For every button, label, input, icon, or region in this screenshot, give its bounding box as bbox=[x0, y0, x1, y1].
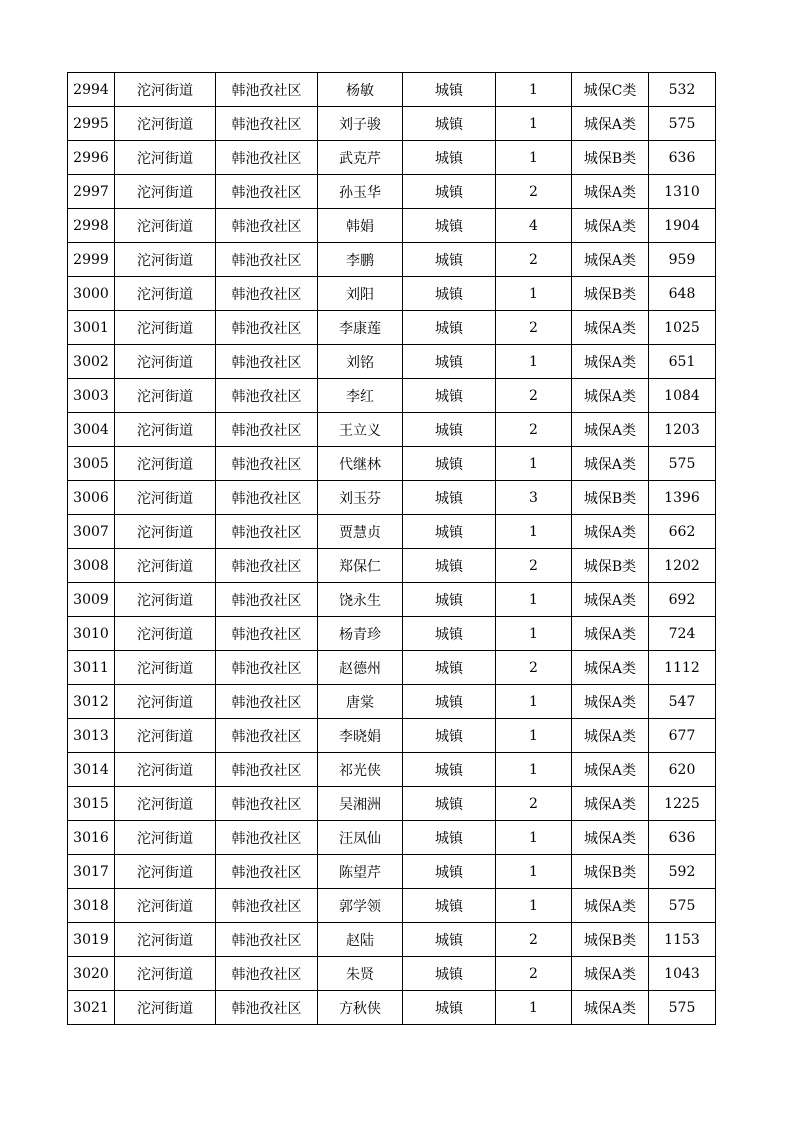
subsidy-category-cell: 城保A类 bbox=[572, 515, 649, 549]
amount-cell: 1112 bbox=[649, 651, 716, 685]
household-type-cell: 城镇 bbox=[403, 447, 496, 481]
amount-cell: 1202 bbox=[649, 549, 716, 583]
person-name-cell: 祁光侠 bbox=[318, 753, 403, 787]
community-cell: 韩池孜社区 bbox=[216, 617, 318, 651]
community-cell: 韩池孜社区 bbox=[216, 549, 318, 583]
street-cell: 沱河街道 bbox=[115, 311, 216, 345]
record-id-cell: 2996 bbox=[68, 141, 115, 175]
household-type-cell: 城镇 bbox=[403, 957, 496, 991]
record-id-cell: 2994 bbox=[68, 73, 115, 107]
subsidy-category-cell: 城保A类 bbox=[572, 209, 649, 243]
table-row bbox=[68, 243, 716, 277]
record-id-cell: 2999 bbox=[68, 243, 115, 277]
record-id-cell: 3016 bbox=[68, 821, 115, 855]
household-type-cell: 城镇 bbox=[403, 515, 496, 549]
subsidy-category-cell: 城保A类 bbox=[572, 719, 649, 753]
person-name-cell: 刘阳 bbox=[318, 277, 403, 311]
roster-body bbox=[68, 73, 716, 1025]
member-count-cell: 2 bbox=[496, 651, 572, 685]
member-count-cell: 1 bbox=[496, 277, 572, 311]
record-id-cell: 3004 bbox=[68, 413, 115, 447]
record-id-cell: 3019 bbox=[68, 923, 115, 957]
table-row bbox=[68, 73, 716, 107]
subsidy-category-cell: 城保A类 bbox=[572, 345, 649, 379]
subsidy-category-cell: 城保B类 bbox=[572, 141, 649, 175]
table-row bbox=[68, 311, 716, 345]
community-cell: 韩池孜社区 bbox=[216, 719, 318, 753]
person-name-cell: 赵陆 bbox=[318, 923, 403, 957]
community-cell: 韩池孜社区 bbox=[216, 855, 318, 889]
member-count-cell: 2 bbox=[496, 311, 572, 345]
street-cell: 沱河街道 bbox=[115, 73, 216, 107]
table-row bbox=[68, 889, 716, 923]
household-type-cell: 城镇 bbox=[403, 821, 496, 855]
household-type-cell: 城镇 bbox=[403, 719, 496, 753]
subsidy-category-cell: 城保B类 bbox=[572, 549, 649, 583]
household-type-cell: 城镇 bbox=[403, 141, 496, 175]
household-type-cell: 城镇 bbox=[403, 787, 496, 821]
person-name-cell: 王立义 bbox=[318, 413, 403, 447]
person-name-cell: 吴湘洲 bbox=[318, 787, 403, 821]
street-cell: 沱河街道 bbox=[115, 243, 216, 277]
subsidy-category-cell: 城保C类 bbox=[572, 73, 649, 107]
record-id-cell: 3006 bbox=[68, 481, 115, 515]
street-cell: 沱河街道 bbox=[115, 277, 216, 311]
household-type-cell: 城镇 bbox=[403, 617, 496, 651]
subsidy-category-cell: 城保A类 bbox=[572, 991, 649, 1025]
household-type-cell: 城镇 bbox=[403, 685, 496, 719]
amount-cell: 1025 bbox=[649, 311, 716, 345]
amount-cell: 575 bbox=[649, 447, 716, 481]
member-count-cell: 4 bbox=[496, 209, 572, 243]
table-row bbox=[68, 107, 716, 141]
household-type-cell: 城镇 bbox=[403, 379, 496, 413]
street-cell: 沱河街道 bbox=[115, 141, 216, 175]
member-count-cell: 1 bbox=[496, 991, 572, 1025]
street-cell: 沱河街道 bbox=[115, 719, 216, 753]
member-count-cell: 1 bbox=[496, 141, 572, 175]
member-count-cell: 1 bbox=[496, 821, 572, 855]
street-cell: 沱河街道 bbox=[115, 345, 216, 379]
record-id-cell: 3013 bbox=[68, 719, 115, 753]
person-name-cell: 代继林 bbox=[318, 447, 403, 481]
community-cell: 韩池孜社区 bbox=[216, 447, 318, 481]
person-name-cell: 饶永生 bbox=[318, 583, 403, 617]
roster-table bbox=[67, 72, 716, 1025]
record-id-cell: 2997 bbox=[68, 175, 115, 209]
record-id-cell: 2995 bbox=[68, 107, 115, 141]
street-cell: 沱河街道 bbox=[115, 855, 216, 889]
amount-cell: 1043 bbox=[649, 957, 716, 991]
person-name-cell: 贾慧贞 bbox=[318, 515, 403, 549]
record-id-cell: 3007 bbox=[68, 515, 115, 549]
member-count-cell: 1 bbox=[496, 447, 572, 481]
person-name-cell: 刘玉芬 bbox=[318, 481, 403, 515]
street-cell: 沱河街道 bbox=[115, 889, 216, 923]
subsidy-category-cell: 城保A类 bbox=[572, 787, 649, 821]
household-type-cell: 城镇 bbox=[403, 651, 496, 685]
subsidy-category-cell: 城保A类 bbox=[572, 107, 649, 141]
person-name-cell: 郑保仁 bbox=[318, 549, 403, 583]
household-type-cell: 城镇 bbox=[403, 583, 496, 617]
community-cell: 韩池孜社区 bbox=[216, 413, 318, 447]
household-type-cell: 城镇 bbox=[403, 549, 496, 583]
household-type-cell: 城镇 bbox=[403, 753, 496, 787]
member-count-cell: 1 bbox=[496, 719, 572, 753]
record-id-cell: 3005 bbox=[68, 447, 115, 481]
community-cell: 韩池孜社区 bbox=[216, 311, 318, 345]
member-count-cell: 1 bbox=[496, 73, 572, 107]
record-id-cell: 3002 bbox=[68, 345, 115, 379]
person-name-cell: 刘铭 bbox=[318, 345, 403, 379]
community-cell: 韩池孜社区 bbox=[216, 957, 318, 991]
household-type-cell: 城镇 bbox=[403, 311, 496, 345]
record-id-cell: 3010 bbox=[68, 617, 115, 651]
household-type-cell: 城镇 bbox=[403, 481, 496, 515]
street-cell: 沱河街道 bbox=[115, 753, 216, 787]
household-type-cell: 城镇 bbox=[403, 855, 496, 889]
table-row bbox=[68, 175, 716, 209]
record-id-cell: 3014 bbox=[68, 753, 115, 787]
community-cell: 韩池孜社区 bbox=[216, 753, 318, 787]
community-cell: 韩池孜社区 bbox=[216, 243, 318, 277]
record-id-cell: 3008 bbox=[68, 549, 115, 583]
street-cell: 沱河街道 bbox=[115, 549, 216, 583]
community-cell: 韩池孜社区 bbox=[216, 345, 318, 379]
table-row bbox=[68, 345, 716, 379]
table-row bbox=[68, 141, 716, 175]
person-name-cell: 李红 bbox=[318, 379, 403, 413]
street-cell: 沱河街道 bbox=[115, 821, 216, 855]
community-cell: 韩池孜社区 bbox=[216, 107, 318, 141]
household-type-cell: 城镇 bbox=[403, 923, 496, 957]
person-name-cell: 唐棠 bbox=[318, 685, 403, 719]
subsidy-category-cell: 城保A类 bbox=[572, 957, 649, 991]
record-id-cell: 3011 bbox=[68, 651, 115, 685]
table-row bbox=[68, 957, 716, 991]
subsidy-category-cell: 城保A类 bbox=[572, 447, 649, 481]
amount-cell: 575 bbox=[649, 107, 716, 141]
amount-cell: 1310 bbox=[649, 175, 716, 209]
table-row bbox=[68, 651, 716, 685]
person-name-cell: 武克芹 bbox=[318, 141, 403, 175]
member-count-cell: 2 bbox=[496, 923, 572, 957]
community-cell: 韩池孜社区 bbox=[216, 481, 318, 515]
amount-cell: 959 bbox=[649, 243, 716, 277]
subsidy-category-cell: 城保A类 bbox=[572, 311, 649, 345]
street-cell: 沱河街道 bbox=[115, 617, 216, 651]
person-name-cell: 郭学领 bbox=[318, 889, 403, 923]
person-name-cell: 李晓娟 bbox=[318, 719, 403, 753]
street-cell: 沱河街道 bbox=[115, 583, 216, 617]
household-type-cell: 城镇 bbox=[403, 107, 496, 141]
amount-cell: 724 bbox=[649, 617, 716, 651]
member-count-cell: 1 bbox=[496, 107, 572, 141]
record-id-cell: 3009 bbox=[68, 583, 115, 617]
amount-cell: 1153 bbox=[649, 923, 716, 957]
amount-cell: 636 bbox=[649, 821, 716, 855]
table-row bbox=[68, 821, 716, 855]
table-row bbox=[68, 209, 716, 243]
record-id-cell: 3018 bbox=[68, 889, 115, 923]
member-count-cell: 2 bbox=[496, 175, 572, 209]
amount-cell: 1396 bbox=[649, 481, 716, 515]
table-row bbox=[68, 991, 716, 1025]
amount-cell: 532 bbox=[649, 73, 716, 107]
street-cell: 沱河街道 bbox=[115, 991, 216, 1025]
subsidy-category-cell: 城保B类 bbox=[572, 923, 649, 957]
person-name-cell: 汪凤仙 bbox=[318, 821, 403, 855]
member-count-cell: 1 bbox=[496, 889, 572, 923]
community-cell: 韩池孜社区 bbox=[216, 889, 318, 923]
person-name-cell: 刘子骏 bbox=[318, 107, 403, 141]
member-count-cell: 2 bbox=[496, 413, 572, 447]
subsidy-category-cell: 城保B类 bbox=[572, 481, 649, 515]
table-row bbox=[68, 481, 716, 515]
table-row bbox=[68, 753, 716, 787]
subsidy-category-cell: 城保B类 bbox=[572, 277, 649, 311]
amount-cell: 662 bbox=[649, 515, 716, 549]
subsidy-category-cell: 城保A类 bbox=[572, 243, 649, 277]
table-row bbox=[68, 617, 716, 651]
street-cell: 沱河街道 bbox=[115, 175, 216, 209]
record-id-cell: 3012 bbox=[68, 685, 115, 719]
table-row bbox=[68, 447, 716, 481]
amount-cell: 651 bbox=[649, 345, 716, 379]
record-id-cell: 3000 bbox=[68, 277, 115, 311]
person-name-cell: 孙玉华 bbox=[318, 175, 403, 209]
household-type-cell: 城镇 bbox=[403, 889, 496, 923]
street-cell: 沱河街道 bbox=[115, 787, 216, 821]
member-count-cell: 2 bbox=[496, 379, 572, 413]
person-name-cell: 李康莲 bbox=[318, 311, 403, 345]
community-cell: 韩池孜社区 bbox=[216, 209, 318, 243]
community-cell: 韩池孜社区 bbox=[216, 923, 318, 957]
subsidy-category-cell: 城保A类 bbox=[572, 651, 649, 685]
street-cell: 沱河街道 bbox=[115, 413, 216, 447]
table-row bbox=[68, 549, 716, 583]
person-name-cell: 韩娟 bbox=[318, 209, 403, 243]
record-id-cell: 2998 bbox=[68, 209, 115, 243]
subsidy-category-cell: 城保A类 bbox=[572, 175, 649, 209]
person-name-cell: 杨敏 bbox=[318, 73, 403, 107]
subsidy-category-cell: 城保A类 bbox=[572, 617, 649, 651]
street-cell: 沱河街道 bbox=[115, 923, 216, 957]
amount-cell: 1203 bbox=[649, 413, 716, 447]
record-id-cell: 3021 bbox=[68, 991, 115, 1025]
member-count-cell: 1 bbox=[496, 583, 572, 617]
subsidy-category-cell: 城保A类 bbox=[572, 685, 649, 719]
amount-cell: 677 bbox=[649, 719, 716, 753]
household-type-cell: 城镇 bbox=[403, 413, 496, 447]
record-id-cell: 3015 bbox=[68, 787, 115, 821]
table-row bbox=[68, 583, 716, 617]
household-type-cell: 城镇 bbox=[403, 277, 496, 311]
street-cell: 沱河街道 bbox=[115, 685, 216, 719]
person-name-cell: 李鹏 bbox=[318, 243, 403, 277]
amount-cell: 648 bbox=[649, 277, 716, 311]
street-cell: 沱河街道 bbox=[115, 379, 216, 413]
amount-cell: 592 bbox=[649, 855, 716, 889]
street-cell: 沱河街道 bbox=[115, 651, 216, 685]
table-row bbox=[68, 923, 716, 957]
street-cell: 沱河街道 bbox=[115, 209, 216, 243]
person-name-cell: 朱贤 bbox=[318, 957, 403, 991]
street-cell: 沱河街道 bbox=[115, 515, 216, 549]
member-count-cell: 1 bbox=[496, 855, 572, 889]
subsidy-category-cell: 城保A类 bbox=[572, 889, 649, 923]
amount-cell: 575 bbox=[649, 889, 716, 923]
subsidy-category-cell: 城保A类 bbox=[572, 413, 649, 447]
subsidy-category-cell: 城保A类 bbox=[572, 821, 649, 855]
record-id-cell: 3003 bbox=[68, 379, 115, 413]
community-cell: 韩池孜社区 bbox=[216, 73, 318, 107]
community-cell: 韩池孜社区 bbox=[216, 175, 318, 209]
member-count-cell: 1 bbox=[496, 753, 572, 787]
table-row bbox=[68, 855, 716, 889]
amount-cell: 636 bbox=[649, 141, 716, 175]
member-count-cell: 2 bbox=[496, 549, 572, 583]
table-row bbox=[68, 413, 716, 447]
amount-cell: 692 bbox=[649, 583, 716, 617]
table-row bbox=[68, 379, 716, 413]
subsidy-category-cell: 城保A类 bbox=[572, 583, 649, 617]
table-row bbox=[68, 719, 716, 753]
record-id-cell: 3001 bbox=[68, 311, 115, 345]
street-cell: 沱河街道 bbox=[115, 107, 216, 141]
record-id-cell: 3017 bbox=[68, 855, 115, 889]
community-cell: 韩池孜社区 bbox=[216, 685, 318, 719]
record-id-cell: 3020 bbox=[68, 957, 115, 991]
person-name-cell: 陈望芹 bbox=[318, 855, 403, 889]
member-count-cell: 2 bbox=[496, 957, 572, 991]
person-name-cell: 赵德州 bbox=[318, 651, 403, 685]
household-type-cell: 城镇 bbox=[403, 73, 496, 107]
amount-cell: 1225 bbox=[649, 787, 716, 821]
household-type-cell: 城镇 bbox=[403, 991, 496, 1025]
community-cell: 韩池孜社区 bbox=[216, 787, 318, 821]
table-row bbox=[68, 277, 716, 311]
household-type-cell: 城镇 bbox=[403, 175, 496, 209]
table-row bbox=[68, 685, 716, 719]
community-cell: 韩池孜社区 bbox=[216, 821, 318, 855]
subsidy-category-cell: 城保A类 bbox=[572, 379, 649, 413]
member-count-cell: 2 bbox=[496, 243, 572, 277]
person-name-cell: 方秋侠 bbox=[318, 991, 403, 1025]
subsidy-category-cell: 城保A类 bbox=[572, 753, 649, 787]
household-type-cell: 城镇 bbox=[403, 209, 496, 243]
amount-cell: 1084 bbox=[649, 379, 716, 413]
member-count-cell: 1 bbox=[496, 617, 572, 651]
street-cell: 沱河街道 bbox=[115, 481, 216, 515]
street-cell: 沱河街道 bbox=[115, 957, 216, 991]
amount-cell: 620 bbox=[649, 753, 716, 787]
amount-cell: 575 bbox=[649, 991, 716, 1025]
table-row bbox=[68, 515, 716, 549]
community-cell: 韩池孜社区 bbox=[216, 991, 318, 1025]
household-type-cell: 城镇 bbox=[403, 243, 496, 277]
community-cell: 韩池孜社区 bbox=[216, 583, 318, 617]
community-cell: 韩池孜社区 bbox=[216, 515, 318, 549]
person-name-cell: 杨青珍 bbox=[318, 617, 403, 651]
member-count-cell: 1 bbox=[496, 345, 572, 379]
member-count-cell: 1 bbox=[496, 685, 572, 719]
subsidy-category-cell: 城保B类 bbox=[572, 855, 649, 889]
member-count-cell: 3 bbox=[496, 481, 572, 515]
community-cell: 韩池孜社区 bbox=[216, 651, 318, 685]
table-row bbox=[68, 787, 716, 821]
amount-cell: 1904 bbox=[649, 209, 716, 243]
community-cell: 韩池孜社区 bbox=[216, 141, 318, 175]
amount-cell: 547 bbox=[649, 685, 716, 719]
household-type-cell: 城镇 bbox=[403, 345, 496, 379]
member-count-cell: 2 bbox=[496, 787, 572, 821]
community-cell: 韩池孜社区 bbox=[216, 277, 318, 311]
street-cell: 沱河街道 bbox=[115, 447, 216, 481]
member-count-cell: 1 bbox=[496, 515, 572, 549]
community-cell: 韩池孜社区 bbox=[216, 379, 318, 413]
